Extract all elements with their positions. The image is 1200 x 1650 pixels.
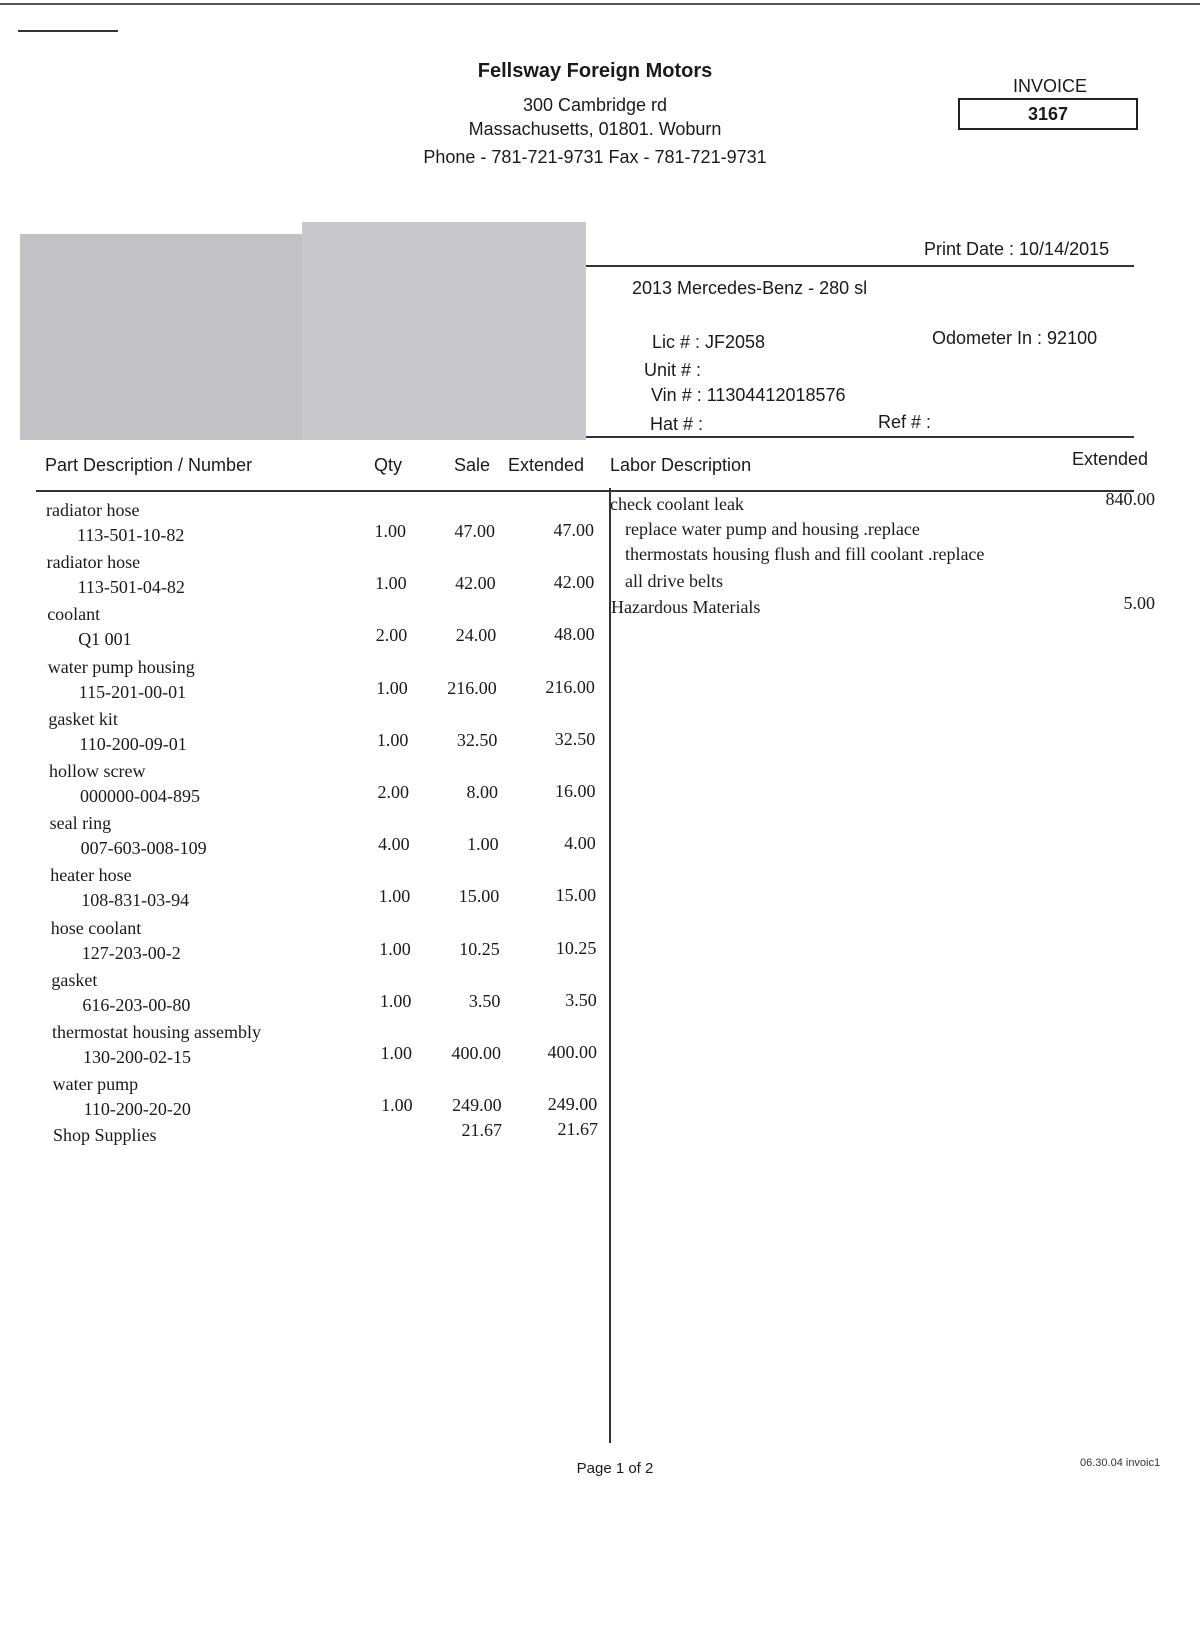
part-sale: 15.00 xyxy=(458,886,500,907)
part-extended: 16.00 xyxy=(555,781,596,801)
unit-number: Unit # : xyxy=(644,360,702,380)
header-part-description: Part Description / Number xyxy=(45,455,253,475)
redacted-customer-info xyxy=(20,234,310,440)
part-extended: 216.00 xyxy=(545,676,595,697)
labor-hazmat-extended: 5.00 xyxy=(1123,593,1155,613)
header-sale: Sale xyxy=(454,455,491,475)
company-contact: Phone - 781-721-9731 Fax - 781-721-9731 xyxy=(423,147,767,167)
invoice-number: 3167 xyxy=(958,98,1138,130)
part-name: radiator hose xyxy=(46,500,140,520)
part-qty: 1.00 xyxy=(374,521,406,541)
part-number: 007-603-008-109 xyxy=(80,838,207,859)
part-sale: 47.00 xyxy=(454,521,495,541)
part-extended: 32.50 xyxy=(554,728,596,749)
part-number: 108-831-03-94 xyxy=(81,890,190,911)
part-qty: 2.00 xyxy=(377,782,409,802)
part-number: 616-203-00-80 xyxy=(82,994,191,1015)
part-name: coolant xyxy=(47,604,101,625)
part-extended: 4.00 xyxy=(564,833,596,854)
part-sale: 8.00 xyxy=(466,782,498,802)
part-extended: 42.00 xyxy=(553,572,595,593)
part-qty: 1.00 xyxy=(376,729,409,750)
labor-item-title: check coolant leak xyxy=(610,494,744,514)
part-extended: 48.00 xyxy=(554,624,595,645)
part-number: 000000-004-895 xyxy=(80,786,200,806)
part-sale: 1.00 xyxy=(467,834,499,855)
part-qty: 1.00 xyxy=(380,1043,412,1063)
labor-item-line: all drive belts xyxy=(625,571,723,591)
part-number: 113-501-04-82 xyxy=(77,577,185,598)
labor-item-extended: 840.00 xyxy=(1105,489,1155,509)
part-qty: 1.00 xyxy=(378,886,411,907)
part-qty: 1.00 xyxy=(381,1095,413,1116)
part-sale: 24.00 xyxy=(455,625,497,646)
part-qty: 4.00 xyxy=(378,834,410,855)
part-qty: 1.00 xyxy=(379,990,412,1011)
part-qty: 1.00 xyxy=(376,677,408,698)
invoice-label: INVOICE xyxy=(1012,76,1087,96)
labor-item-line: thermostats housing flush and fill coolant .replace xyxy=(625,544,985,564)
part-sale: 400.00 xyxy=(451,1043,501,1063)
part-number: 110-200-09-01 xyxy=(79,733,187,754)
header-qty: Qty xyxy=(374,455,403,475)
hat-number: Hat # : xyxy=(650,414,704,434)
part-number: 127-203-00-2 xyxy=(81,942,181,963)
shop-supplies-extended: 21.67 xyxy=(557,1119,598,1139)
part-extended: 15.00 xyxy=(555,885,597,906)
part-extended: 3.50 xyxy=(565,989,597,1010)
header-labor-description: Labor Description xyxy=(610,455,752,475)
part-extended: 249.00 xyxy=(547,1094,598,1115)
redacted-customer-info-2 xyxy=(302,222,586,440)
page-number: Page 1 of 2 xyxy=(576,1460,654,1477)
labor-item-line: replace water pump and housing .replace xyxy=(625,519,920,539)
license-number: Lic # : JF2058 xyxy=(652,332,766,352)
part-name: gasket kit xyxy=(48,708,118,729)
table-header-rule xyxy=(36,490,1134,492)
header-labor-extended: Extended xyxy=(1072,449,1149,469)
company-address: 300 Cambridge rd xyxy=(522,95,668,115)
part-extended: 47.00 xyxy=(553,520,594,540)
part-name: heater hose xyxy=(50,865,132,886)
part-sale: 216.00 xyxy=(447,677,497,698)
print-date: Print Date : 10/14/2015 xyxy=(924,239,1110,259)
column-divider xyxy=(609,488,611,1443)
company-city: Massachusetts, 01801. Woburn xyxy=(468,119,722,139)
vehicle-rule xyxy=(586,436,1134,438)
part-sale: 249.00 xyxy=(452,1095,502,1116)
part-number: 115-201-00-01 xyxy=(78,681,187,702)
part-number: 130-200-02-15 xyxy=(83,1047,191,1067)
form-code: 06.30.04 invoic1 xyxy=(1080,1457,1161,1469)
part-name: hollow screw xyxy=(49,761,146,781)
company-name: Fellsway Foreign Motors xyxy=(477,60,713,82)
part-sale: 10.25 xyxy=(459,938,500,959)
part-number: 113-501-10-82 xyxy=(77,525,185,545)
part-name: hose coolant xyxy=(50,917,142,938)
shop-supplies-label: Shop Supplies xyxy=(53,1125,157,1145)
vehicle-description: 2013 Mercedes-Benz - 280 sl xyxy=(632,278,868,298)
part-name: water pump xyxy=(52,1074,139,1095)
scan-mark xyxy=(18,30,118,32)
part-name: seal ring xyxy=(49,813,112,834)
scan-edge-line xyxy=(0,3,1200,5)
part-sale: 3.50 xyxy=(468,990,501,1011)
labor-hazmat-title: Hazardous Materials xyxy=(611,597,761,617)
part-name: gasket xyxy=(51,969,98,990)
shop-supplies-sale: 21.67 xyxy=(461,1120,502,1140)
part-qty: 1.00 xyxy=(379,938,411,959)
odometer-in: Odometer In : 92100 xyxy=(932,328,1098,348)
part-extended: 400.00 xyxy=(547,1042,597,1062)
part-sale: 32.50 xyxy=(456,729,498,750)
part-name: thermostat housing assembly xyxy=(52,1022,261,1042)
part-name: water pump housing xyxy=(47,656,195,677)
part-number: 110-200-20-20 xyxy=(83,1099,191,1120)
ref-number: Ref # : xyxy=(878,412,932,432)
part-name: radiator hose xyxy=(46,552,141,573)
header-extended: Extended xyxy=(508,455,585,475)
part-qty: 2.00 xyxy=(375,625,408,646)
part-number: Q1 001 xyxy=(78,629,132,650)
part-extended: 10.25 xyxy=(555,937,597,958)
part-sale: 42.00 xyxy=(455,573,496,594)
part-qty: 1.00 xyxy=(375,573,407,594)
vin-number: Vin # : 11304412018576 xyxy=(651,385,846,405)
header-rule xyxy=(586,265,1134,267)
